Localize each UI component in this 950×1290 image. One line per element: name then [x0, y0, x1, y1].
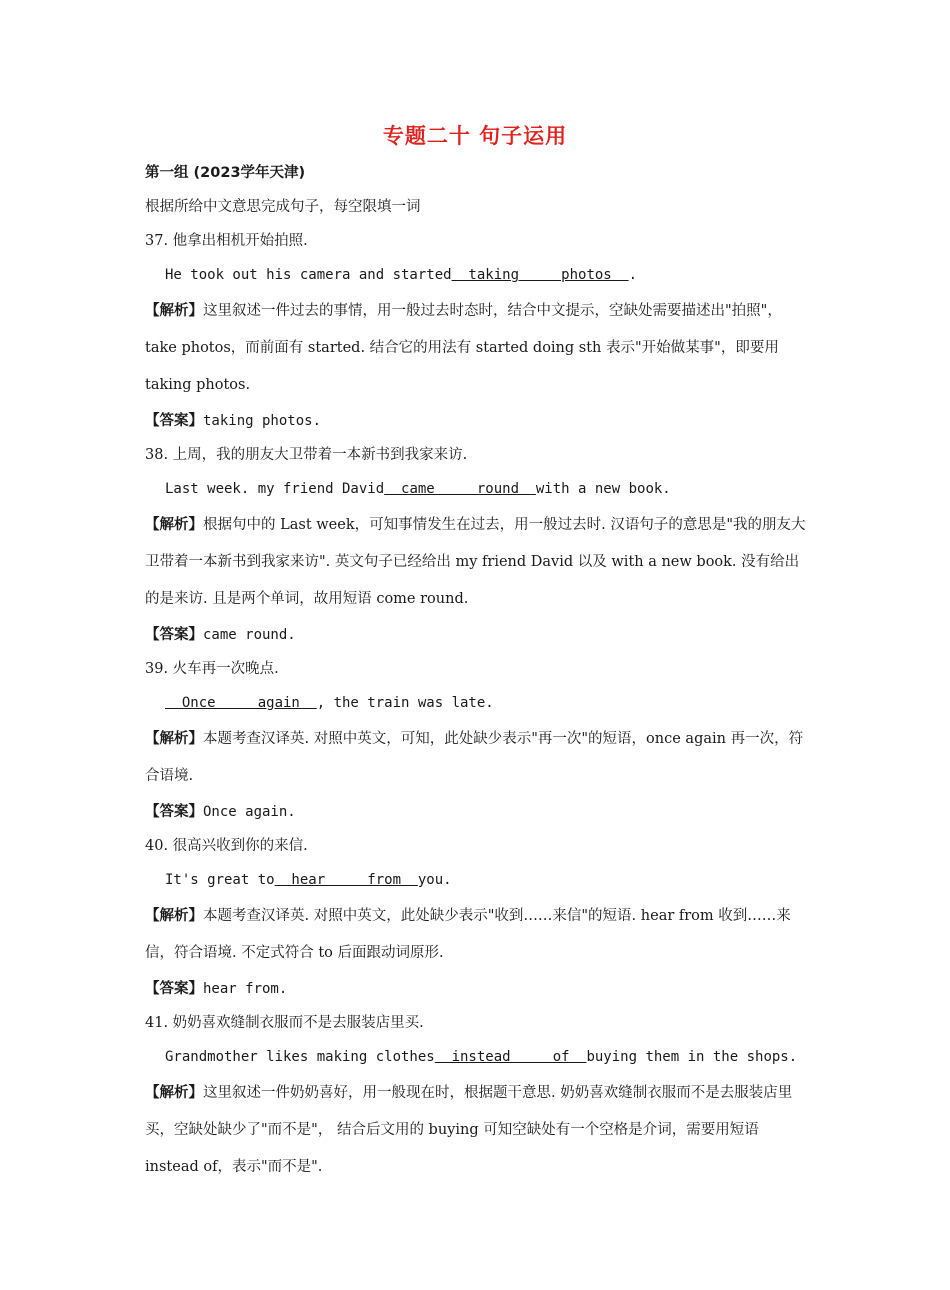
analysis-text: 这里叙述一件过去的事情，用一般过去时态时，结合中文提示，空缺处需要描述出"拍照"，take photos，而前面有 started. 结合它的用法有 started doing sth 表示"开始做某事"，即要用 taking photos.	[145, 303, 782, 393]
question-english	[145, 686, 810, 720]
question-chinese: 37. 他拿出相机开始拍照.	[145, 233, 308, 249]
question-english	[145, 863, 810, 897]
sentence-after: buying them in the shops.	[586, 1049, 798, 1065]
sentence-before: Grandmother likes making clothes	[165, 1049, 435, 1065]
analysis-label: 【解析】	[145, 302, 203, 319]
sentence-after: , the train was late.	[316, 695, 494, 711]
analysis-text: 这里叙述一件奶奶喜好，用一般现在时，根据题干意思. 奶奶喜欢缝制衣服而不是去服装店里买，空缺处缺少了"而不是"， 结合后文用的 buying 可知空缺处有一个空格是介词，需要用短语 instead of，表示"而不是".	[145, 1085, 793, 1175]
answer-label: 【答案】	[145, 980, 203, 997]
analysis-paragraph	[145, 720, 810, 795]
question-english	[145, 472, 810, 506]
answer-blank: came round	[384, 481, 536, 497]
analysis-text: 根据句中的 Last week，可知事情发生在过去，用一般过去时. 汉语句子的意思是"我的朋友大卫带着一本新书到我家来访". 英文句子已经给出 my friend David 以及 with a new book. 没有给出的是来访. 且是两个单词，故用短语 come round.	[145, 517, 806, 607]
analysis-label: 【解析】	[145, 516, 203, 533]
analysis-label: 【解析】	[145, 730, 203, 747]
question-list	[145, 224, 810, 1186]
analysis-text: 本题考查汉译英. 对照中英文，此处缺少表示"收到……来信"的短语. hear from 收到……来信，符合语境. 不定式符合 to 后面跟动词原形.	[145, 908, 791, 961]
answer-blank: hear from	[274, 872, 418, 888]
answer-line	[145, 404, 810, 438]
sentence-after: you.	[417, 872, 452, 888]
group-heading: 第一组 (2023学年天津)	[145, 165, 306, 181]
answer-label: 【答案】	[145, 412, 203, 429]
sentence-before: He took out his camera and started	[165, 267, 452, 283]
question-english	[145, 1040, 810, 1074]
instruction: 根据所给中文意思完成句子，每空限填一词	[145, 199, 421, 215]
analysis-label: 【解析】	[145, 1084, 203, 1101]
analysis-paragraph	[145, 292, 810, 404]
answer-label: 【答案】	[145, 626, 203, 643]
analysis-paragraph	[145, 897, 810, 972]
analysis-paragraph	[145, 1074, 810, 1186]
analysis-label: 【解析】	[145, 907, 203, 924]
answer-blank: taking photos	[451, 267, 629, 283]
page-title: 专题二十 句子运用	[382, 124, 568, 148]
question-block	[145, 438, 810, 652]
answer-line	[145, 972, 810, 1006]
answer-blank: Once again	[165, 695, 317, 711]
question-english	[145, 258, 810, 292]
answer-label: 【答案】	[145, 803, 203, 820]
question-chinese: 41. 奶奶喜欢缝制衣服而不是去服装店里买.	[145, 1015, 424, 1031]
sentence-after: .	[628, 267, 638, 283]
answer-blank: instead of	[434, 1049, 587, 1065]
analysis-text: 本题考查汉译英. 对照中英文，可知，此处缺少表示"再一次"的短语，once again 再一次，符合语境.	[145, 731, 804, 784]
answer-text: Once again.	[203, 804, 296, 820]
answer-text: hear from.	[203, 981, 288, 997]
answer-line	[145, 618, 810, 652]
question-block	[145, 829, 810, 1006]
sentence-before: Last week. my friend David	[165, 481, 385, 497]
question-chinese: 40. 很高兴收到你的来信.	[145, 838, 308, 854]
answer-text: came round.	[203, 627, 296, 643]
analysis-paragraph	[145, 506, 810, 618]
question-chinese: 39. 火车再一次晚点.	[145, 661, 279, 677]
sentence-after: with a new book.	[535, 481, 671, 497]
sentence-before: It's great to	[165, 872, 275, 888]
question-block	[145, 652, 810, 829]
document-body	[145, 156, 810, 1186]
question-block	[145, 224, 810, 438]
answer-text: taking photos.	[203, 413, 322, 429]
answer-line	[145, 795, 810, 829]
question-chinese: 38. 上周，我的朋友大卫带着一本新书到我家来访.	[145, 447, 468, 463]
question-block	[145, 1006, 810, 1186]
